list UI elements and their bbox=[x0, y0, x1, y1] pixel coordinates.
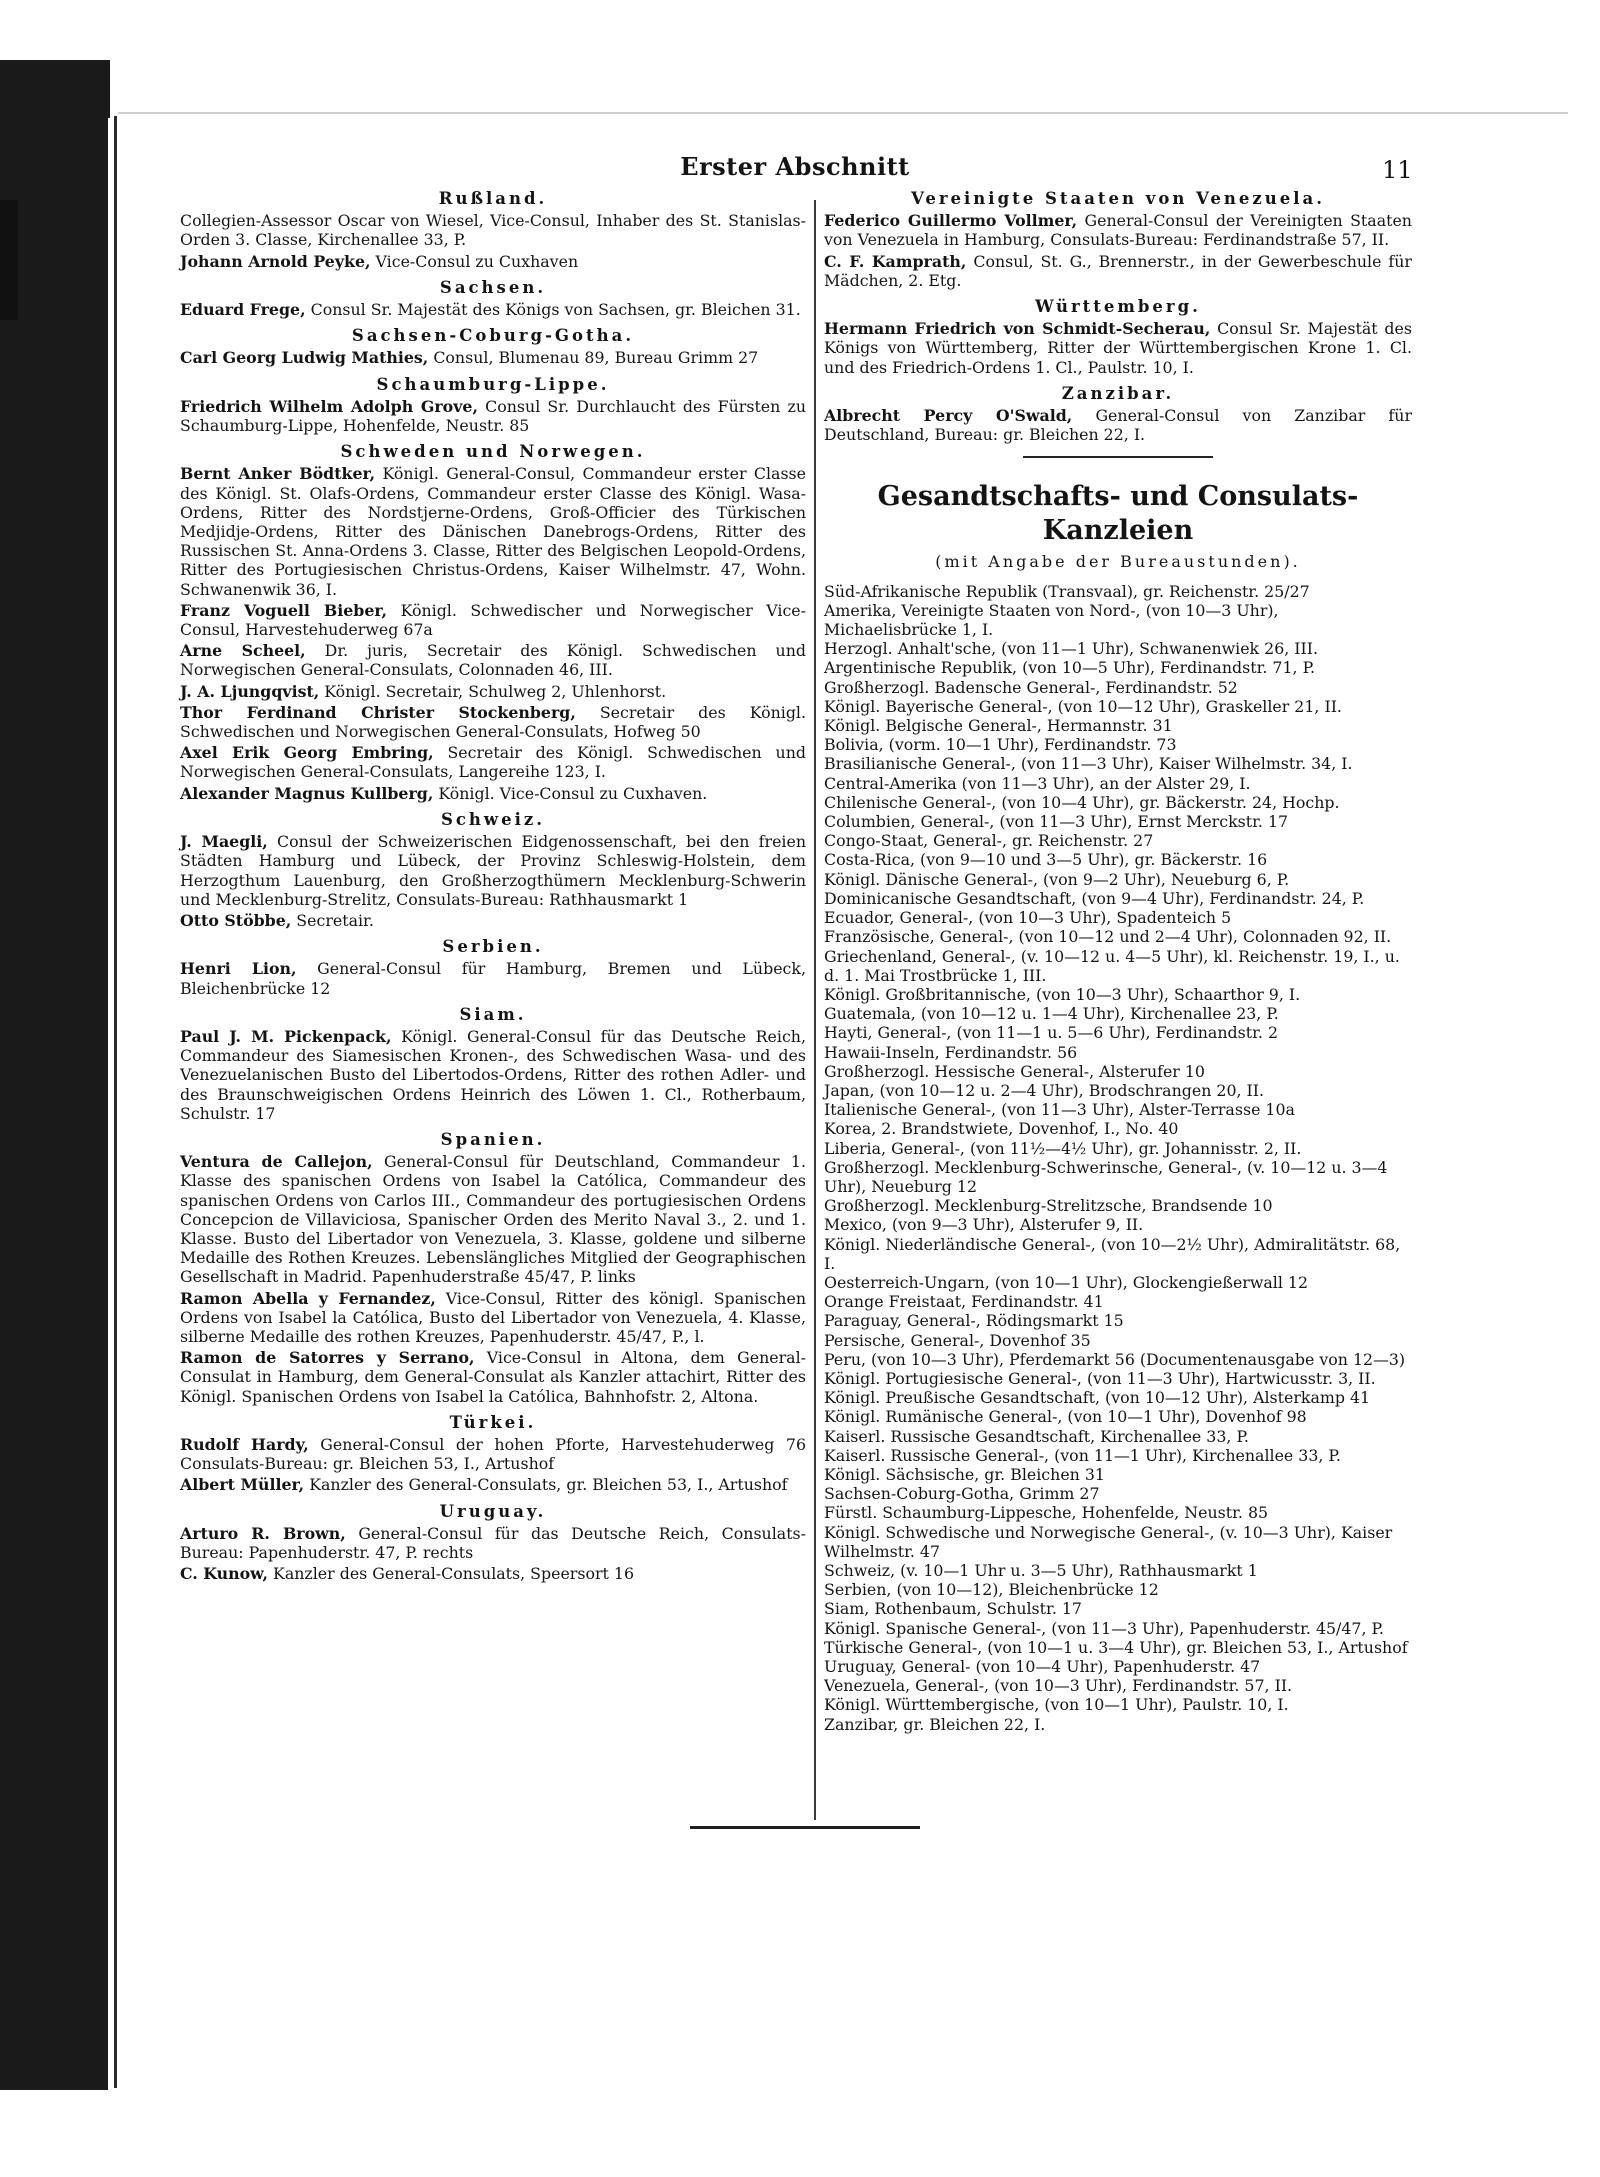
consul-details: Dr. juris, Secretair des Königl. Schwedischen und Norwegischen General-Consulats, Colonnaden 46, III. bbox=[180, 641, 806, 680]
consul-name: Henri Lion, bbox=[180, 959, 297, 979]
consul-name: Paul J. M. Pickenpack, bbox=[180, 1026, 392, 1046]
consul-details: Consul Sr. Majestät des Königs von Sachsen, gr. Bleichen 31. bbox=[305, 300, 801, 320]
consul-name: J. A. Ljungqvist, bbox=[180, 681, 320, 701]
kanzlei-item: Mexico, (von 9—3 Uhr), Alsterufer 9, II. bbox=[824, 1215, 1144, 1235]
consul-entry bbox=[180, 1524, 806, 1562]
kanzlei-item: Argentinische Republik, (von 10—5 Uhr), Ferdinandstr. 71, P. bbox=[824, 658, 1316, 678]
kanzlei-item: Persische, General-, Dovenhof 35 bbox=[824, 1330, 1091, 1350]
consul-name: Carl Georg Ludwig Mathies, bbox=[180, 348, 429, 368]
consul-entry bbox=[180, 682, 806, 701]
consul-details: Consul der Schweizerischen Eidgenossenschaft, bei den freien Städten Hamburg und Lübeck, der Provinz Schleswig-Holstein, dem Herzogthum Lauenburg, den Großherzogthümern Mecklenburg-Schwerin und Mecklenburg-Strelitz, Consulats-Bureau: Rathhausmarkt 1 bbox=[180, 832, 806, 909]
country-heading: Vereinigte Staaten von Venezuela. bbox=[911, 189, 1325, 208]
kanzleien-title: Gesandtschafts- und Consulats-Kanzleien bbox=[877, 481, 1359, 547]
consul-entry bbox=[180, 1027, 806, 1123]
consul-name: Ramon de Satorres y Serrano, bbox=[180, 1348, 475, 1368]
country-heading: Sachsen. bbox=[439, 277, 547, 297]
kanzlei-item: Großherzogl. Mecklenburg-Strelitzsche, Brandsende 10 bbox=[824, 1196, 1273, 1216]
kanzlei-item: Königl. Sächsische, gr. Bleichen 31 bbox=[824, 1464, 1105, 1484]
kanzlei-item: Großherzogl. Mecklenburg-Schwerinsche, General-, (v. 10—12 u. 3—4 Uhr), Neueburg 12 bbox=[824, 1157, 1388, 1196]
kanzlei-item: Herzogl. Anhalt'sche, (von 11—1 Uhr), Schwanenwiek 26, III. bbox=[824, 639, 1319, 659]
country-heading: Rußland. bbox=[438, 189, 548, 208]
kanzlei-item: Süd-Afrikanische Republik (Transvaal), gr. Reichenstr. 25/27 bbox=[824, 581, 1310, 601]
consul-name: Rudolf Hardy, bbox=[180, 1434, 309, 1454]
kanzlei-item: Französische, General-, (von 10—12 und 2—4 Uhr), Colonnaden 92, II. bbox=[824, 927, 1392, 947]
consul-name: Arturo R. Brown, bbox=[180, 1523, 346, 1543]
consul-details: Vice-Consul, Ritter des königl. Spanischen Ordens von Isabel la Católica, Busto del Libertador von Venezuela, 4. Klasse, silberne Medaille des rothen Kreuzes, Papenhuderstr. 45/47, P., l. bbox=[180, 1288, 807, 1346]
kanzlei-item: Königl. Großbritannische, (von 10—3 Uhr), Schaarthor 9, I. bbox=[824, 984, 1301, 1004]
consul-details: Secretair des Königl. Schwedischen und Norwegischen General-Consulats, Hofweg 50 bbox=[180, 702, 806, 742]
country-heading: Türkei. bbox=[449, 1412, 537, 1432]
kanzlei-item: Hawaii-Inseln, Ferdinandstr. 56 bbox=[824, 1042, 1078, 1062]
country-heading: Uruguay. bbox=[439, 1501, 547, 1521]
consul-name: Arne Scheel, bbox=[180, 641, 306, 661]
consul-entry bbox=[180, 1348, 806, 1406]
consul-details: Kanzler des General-Consulats, gr. Bleichen 53, I., Artushof bbox=[304, 1475, 788, 1495]
kanzlei-item: Amerika, Vereinigte Staaten von Nord-, (von 10—3 Uhr), Michaelisbrücke 1, I. bbox=[824, 600, 1279, 640]
consul-details: Kanzler des General-Consulats, Speersort 16 bbox=[268, 1564, 634, 1584]
kanzleien-subtitle: (mit Angabe der Bureaustunden). bbox=[935, 552, 1301, 572]
consul-name: Ventura de Callejon, bbox=[180, 1152, 373, 1172]
kanzlei-item: Orange Freistaat, Ferdinandstr. 41 bbox=[824, 1292, 1104, 1312]
kanzlei-item: Serbien, (von 10—12), Bleichenbrücke 12 bbox=[824, 1580, 1159, 1600]
kanzlei-item: Guatemala, (von 10—12 u. 1—4 Uhr), Kirchenallee 23, P. bbox=[824, 1004, 1279, 1024]
kanzlei-item: Siam, Rothenbaum, Schulstr. 17 bbox=[824, 1599, 1082, 1619]
consul-entry bbox=[824, 211, 1412, 249]
kanzlei-item: Italienische General-, (von 11—3 Uhr), Alster-Terrasse 10a bbox=[824, 1100, 1295, 1120]
kanzlei-item: Großherzogl. Badensche General-, Ferdinandstr. 52 bbox=[824, 677, 1238, 697]
consul-name: Ramon Abella y Fernandez, bbox=[180, 1288, 436, 1308]
kanzlei-item: Königl. Württembergische, (von 10—1 Uhr), Paulstr. 10, I. bbox=[824, 1695, 1289, 1715]
kanzlei-item: Chilenische General-, (von 10—4 Uhr), gr. Bäckerstr. 24, Hochp. bbox=[824, 792, 1340, 812]
consul-entry bbox=[180, 601, 806, 639]
consul-details: General-Consul für das Deutsche Reich, Consulats-Bureau: Papenhuderstr. 47, P. rechts bbox=[180, 1523, 806, 1562]
kanzlei-item: Königl. Dänische General-, (von 9—2 Uhr), Neueburg 6, P. bbox=[824, 869, 1290, 889]
kanzlei-item: Sachsen-Coburg-Gotha, Grimm 27 bbox=[824, 1484, 1100, 1504]
kanzlei-item: Dominicanische Gesandtschaft, (von 9—4 Uhr), Ferdinandstr. 24, P. bbox=[824, 888, 1365, 908]
country-heading: Sachsen-Coburg-Gotha. bbox=[351, 326, 635, 346]
kanzlei-item: Congo-Staat, General-, gr. Reichenstr. 27 bbox=[824, 831, 1154, 851]
kanzlei-item: Costa-Rica, (von 9—10 und 3—5 Uhr), gr. Bäckerstr. 16 bbox=[824, 850, 1268, 870]
right-column-sections bbox=[824, 189, 1412, 444]
kanzlei-item: Königl. Niederländische General-, (von 10—2½ Uhr), Admiralitätstr. 68, I. bbox=[824, 1234, 1401, 1273]
consul-entry bbox=[180, 1289, 806, 1347]
consul-entry bbox=[180, 1435, 806, 1473]
consul-details: Vice-Consul in Altona, dem General-Consulat in Hamburg, dem General-Consulat als Kanzler attachirt, Ritter des Königl. Spanischen Ordens von Isabel la Católica, Bahnhofstr. 2, Altona. bbox=[180, 1348, 806, 1406]
consul-details: Secretair. bbox=[291, 910, 374, 930]
consul-entry bbox=[180, 1152, 806, 1286]
kanzlei-item: Peru, (von 10—3 Uhr), Pferdemarkt 56 (Documentenausgabe von 12—3) bbox=[824, 1349, 1406, 1369]
consul-details: Königl. General-Consul, Commandeur erster Classe des Königl. St. Olafs-Ordens, Commandeur erster Classe des Königl. Wasa-Ordens, Ritter des Nordstjerne-Ordens, Groß-Officier des Türkischen Medjidje-Ordens, Ritter des Dänischen Danebrogs-Ordens, Ritter des Russischen St. Anna-Ordens 3. Classe, Ritter des Belgischen Leopold-Ordens, Ritter des Portugiesischen Christus-Ordens, Kaiser Wilhelmstr. 47, Wohn. Schwanenwik 36, I. bbox=[180, 464, 807, 599]
consul-details: Consul Sr. Majestät des Königs von Württemberg, Ritter der Württembergischen Krone 1. Cl. und des Friedrich-Ordens 1. Cl., Paulstr. 10, I. bbox=[824, 319, 1412, 377]
consul-entry bbox=[180, 1475, 806, 1494]
scan-dark-corner bbox=[40, 60, 110, 118]
kanzlei-item: Königl. Portugiesische General-, (von 11—3 Uhr), Hartwicusstr. 3, II. bbox=[824, 1368, 1376, 1388]
consul-name: Alexander Magnus Kullberg, bbox=[180, 783, 434, 803]
consul-entry bbox=[180, 300, 806, 319]
consul-entry bbox=[180, 832, 806, 909]
country-heading: Schaumburg-Lippe. bbox=[376, 374, 610, 394]
kanzlei-item: Königl. Rumänische General-, (von 10—1 Uhr), Dovenhof 98 bbox=[824, 1407, 1307, 1427]
kanzlei-item: Paraguay, General-, Rödingsmarkt 15 bbox=[824, 1311, 1124, 1331]
page-number: 11 bbox=[1382, 156, 1413, 184]
consul-name: J. Maegli, bbox=[180, 832, 268, 852]
consul-details: Vice-Consul zu Cuxhaven bbox=[370, 251, 579, 271]
kanzlei-item: Türkische General-, (von 10—1 u. 3—4 Uhr), gr. Bleichen 53, I., Artushof bbox=[824, 1637, 1408, 1657]
country-heading: Serbien. bbox=[442, 937, 544, 957]
consul-details: General-Consul der hohen Pforte, Harvestehuderweg 76 Consulats-Bureau: gr. Bleichen 53, I., Artushof bbox=[180, 1434, 806, 1474]
consul-entry bbox=[180, 464, 806, 598]
consul-entry bbox=[180, 743, 806, 781]
consul-details: Secretair des Königl. Schwedischen und Norwegischen General-Consulats, Langereihe 123, I. bbox=[180, 743, 807, 782]
consul-entry bbox=[180, 959, 806, 997]
consul-entry bbox=[824, 319, 1412, 377]
kanzlei-item: Zanzibar, gr. Bleichen 22, I. bbox=[824, 1714, 1046, 1734]
page-gutter-line bbox=[114, 116, 117, 2088]
country-heading: Schweden und Norwegen. bbox=[340, 442, 646, 462]
kanzlei-item: Königl. Bayerische General-, (von 10—12 Uhr), Graskeller 21, II. bbox=[824, 696, 1342, 716]
left-column bbox=[180, 182, 806, 1585]
consul-details: General-Consul von Zanzibar für Deutschland, Bureau: gr. Bleichen 22, I. bbox=[824, 406, 1412, 445]
consul-name: Thor Ferdinand Christer Stockenberg, bbox=[180, 702, 576, 722]
consul-entry bbox=[824, 406, 1412, 444]
consul-details: Königl. Schwedischer und Norwegischer Vice-Consul, Harvestehuderweg 67a bbox=[180, 600, 806, 640]
kanzlei-item: Griechenland, General-, (v. 10—12 u. 4—5 Uhr), kl. Reichenstr. 19, I., u. d. 1. Mai Trostbrücke 1, III. bbox=[824, 946, 1400, 985]
consul-name: Otto Stöbbe, bbox=[180, 910, 292, 930]
kanzlei-item: Großherzogl. Hessische General-, Alsterufer 10 bbox=[824, 1061, 1205, 1081]
section-divider bbox=[1023, 456, 1213, 458]
kanzlei-item: Hayti, General-, (von 11—1 u. 5—6 Uhr), Ferdinandstr. 2 bbox=[824, 1023, 1278, 1043]
consul-entry bbox=[180, 397, 806, 435]
kanzlei-item: Bolivia, (vorm. 10—1 Uhr), Ferdinandstr. 73 bbox=[824, 735, 1177, 755]
consul-name: C. Kunow, bbox=[180, 1564, 268, 1584]
country-heading: Schweiz. bbox=[440, 809, 546, 829]
consul-name: Eduard Frege, bbox=[180, 300, 306, 320]
consul-details: Königl. General-Consul für das Deutsche Reich, Commandeur des Siamesischen Kronen-, des Schwedischen Wasa- und des Venezuelanischen Busto del Libertodos-Ordens, Ritter des rothen Adler- und des Braunschweigischen Ordens Heinrich des Löwen 1. Cl., Rotherbaum, Schulstr. 17 bbox=[180, 1026, 806, 1123]
country-heading: Siam. bbox=[459, 1004, 527, 1024]
consul-name: Bernt Anker Bödtker, bbox=[180, 464, 376, 484]
running-title: Erster Abschnitt bbox=[680, 152, 910, 181]
kanzlei-item: Japan, (von 10—12 u. 2—4 Uhr), Brodschrangen 20, II. bbox=[824, 1080, 1265, 1100]
consul-details: Consul Sr. Durchlaucht des Fürsten zu Schaumburg-Lippe, Hohenfelde, Neustr. 85 bbox=[180, 396, 806, 436]
consul-name: Hermann Friedrich von Schmidt-Secherau, bbox=[824, 319, 1211, 339]
consul-details: General-Consul für Deutschland, Commandeur 1. Klasse des spanischen Ordens von Isabel la Católica, Commandeur des spanischen Ordens von Carlos III., Commandeur des portugiesischen Ordens Concepcion de Villaviciosa, Spanischer Orden des Merito Naval 3., 2. und 1. Klasse. Busto del Libertador von Venezuela, 3. Klasse, goldene und silberne Medaille des Rothen Kreuzes. Lebenslängliches Mitglied der Geographischen Gesellschaft in Madrid. Papenhuderstraße 45/47, P. links bbox=[180, 1152, 807, 1287]
kanzlei-item: Brasilianische General-, (von 11—3 Uhr), Kaiser Wilhelmstr. 34, I. bbox=[824, 754, 1353, 774]
consul-name: Franz Voguell Bieber, bbox=[180, 600, 388, 620]
country-heading: Zanzibar. bbox=[1061, 383, 1175, 403]
kanzlei-item: Oesterreich-Ungarn, (von 10—1 Uhr), Glockengießerwall 12 bbox=[824, 1272, 1309, 1292]
kanzlei-item: Columbien, General-, (von 11—3 Uhr), Ernst Merckstr. 17 bbox=[824, 812, 1289, 832]
consul-entry bbox=[180, 784, 806, 803]
consul-details: Consul, Blumenau 89, Bureau Grimm 27 bbox=[428, 348, 759, 368]
right-column bbox=[824, 182, 1412, 1734]
consul-entry bbox=[180, 211, 806, 249]
kanzlei-item: Schweiz, (v. 10—1 Uhr u. 3—5 Uhr), Rathhausmarkt 1 bbox=[824, 1561, 1258, 1580]
scan-dark-border bbox=[0, 60, 108, 2090]
kanzlei-item: Korea, 2. Brandstwiete, Dovenhof, I., No. 40 bbox=[824, 1119, 1179, 1139]
consul-entry bbox=[180, 348, 806, 367]
kanzlei-item: Königl. Preußische Gesandtschaft, (von 10—12 Uhr), Alsterkamp 41 bbox=[824, 1388, 1371, 1408]
kanzleien-list bbox=[824, 582, 1412, 1734]
consul-details: General-Consul der Vereinigten Staaten von Venezuela in Hamburg, Consulats-Bureau: Ferdinandstraße 57, II. bbox=[824, 211, 1412, 250]
scan-margin-marks bbox=[0, 200, 18, 320]
kanzlei-item: Königl. Belgische General-, Hermannstr. 31 bbox=[824, 716, 1173, 736]
consul-name: Axel Erik Georg Embring, bbox=[180, 743, 434, 763]
consul-entry bbox=[180, 252, 806, 271]
kanzlei-item: Liberia, General-, (von 11½—4½ Uhr), gr. Johannisstr. 2, II. bbox=[824, 1138, 1302, 1158]
consul-entry bbox=[180, 1564, 806, 1583]
kanzlei-item: Ecuador, General-, (von 10—3 Uhr), Spadenteich 5 bbox=[824, 908, 1232, 928]
kanzlei-item: Fürstl. Schaumburg-Lippesche, Hohenfelde, Neustr. 85 bbox=[824, 1503, 1269, 1523]
kanzlei-item: Königl. Spanische General-, (von 11—3 Uhr), Papenhuderstr. 45/47, P. bbox=[824, 1618, 1384, 1638]
consul-name: Albrecht Percy O'Swald, bbox=[824, 406, 1073, 426]
consul-details: Collegien-Assessor Oscar von Wiesel, Vice-Consul, Inhaber des St. Stanislas-Orden 3. Classe, Kirchenallee 33, P. bbox=[180, 211, 806, 250]
consul-entry bbox=[180, 703, 806, 741]
kanzlei-item: Central-Amerika (von 11—3 Uhr), an der Alster 29, I. bbox=[824, 773, 1251, 793]
consul-name: Federico Guillermo Vollmer, bbox=[824, 211, 1078, 231]
consul-entry bbox=[180, 641, 806, 679]
column-divider bbox=[814, 200, 816, 1820]
consul-entry bbox=[824, 252, 1412, 290]
consul-details: Königl. Secretair, Schulweg 2, Uhlenhorst. bbox=[319, 681, 667, 701]
closing-rule bbox=[690, 1826, 920, 1829]
kanzlei-item: Venezuela, General-, (von 10—3 Uhr), Ferdinandstr. 57, II. bbox=[824, 1676, 1293, 1696]
consul-name: Johann Arnold Peyke, bbox=[180, 251, 371, 271]
country-heading: Spanien. bbox=[440, 1129, 546, 1149]
consul-name: Albert Müller, bbox=[180, 1475, 305, 1495]
consul-details: General-Consul für Hamburg, Bremen und Lübeck, Bleichenbrücke 12 bbox=[180, 959, 806, 998]
country-heading: Württemberg. bbox=[1035, 297, 1201, 317]
kanzlei-item: Königl. Schwedische und Norwegische General-, (v. 10—3 Uhr), Kaiser Wilhelmstr. 47 bbox=[824, 1522, 1393, 1561]
kanzlei-item: Kaiserl. Russische General-, (von 11—1 Uhr), Kirchenallee 33, P. bbox=[824, 1445, 1341, 1465]
consul-entry bbox=[180, 911, 806, 930]
consul-name: Friedrich Wilhelm Adolph Grove, bbox=[180, 396, 478, 416]
consul-details: Königl. Vice-Consul zu Cuxhaven. bbox=[433, 783, 708, 803]
consul-details: Consul, St. G., Brennerstr., in der Gewerbeschule für Mädchen, 2. Etg. bbox=[824, 251, 1412, 290]
consul-name: C. F. Kamprath, bbox=[824, 251, 967, 271]
kanzlei-item: Kaiserl. Russische Gesandtschaft, Kirchenallee 33, P. bbox=[824, 1426, 1249, 1446]
kanzlei-item: Uruguay, General- (von 10—4 Uhr), Papenhuderstr. 47 bbox=[824, 1657, 1261, 1677]
